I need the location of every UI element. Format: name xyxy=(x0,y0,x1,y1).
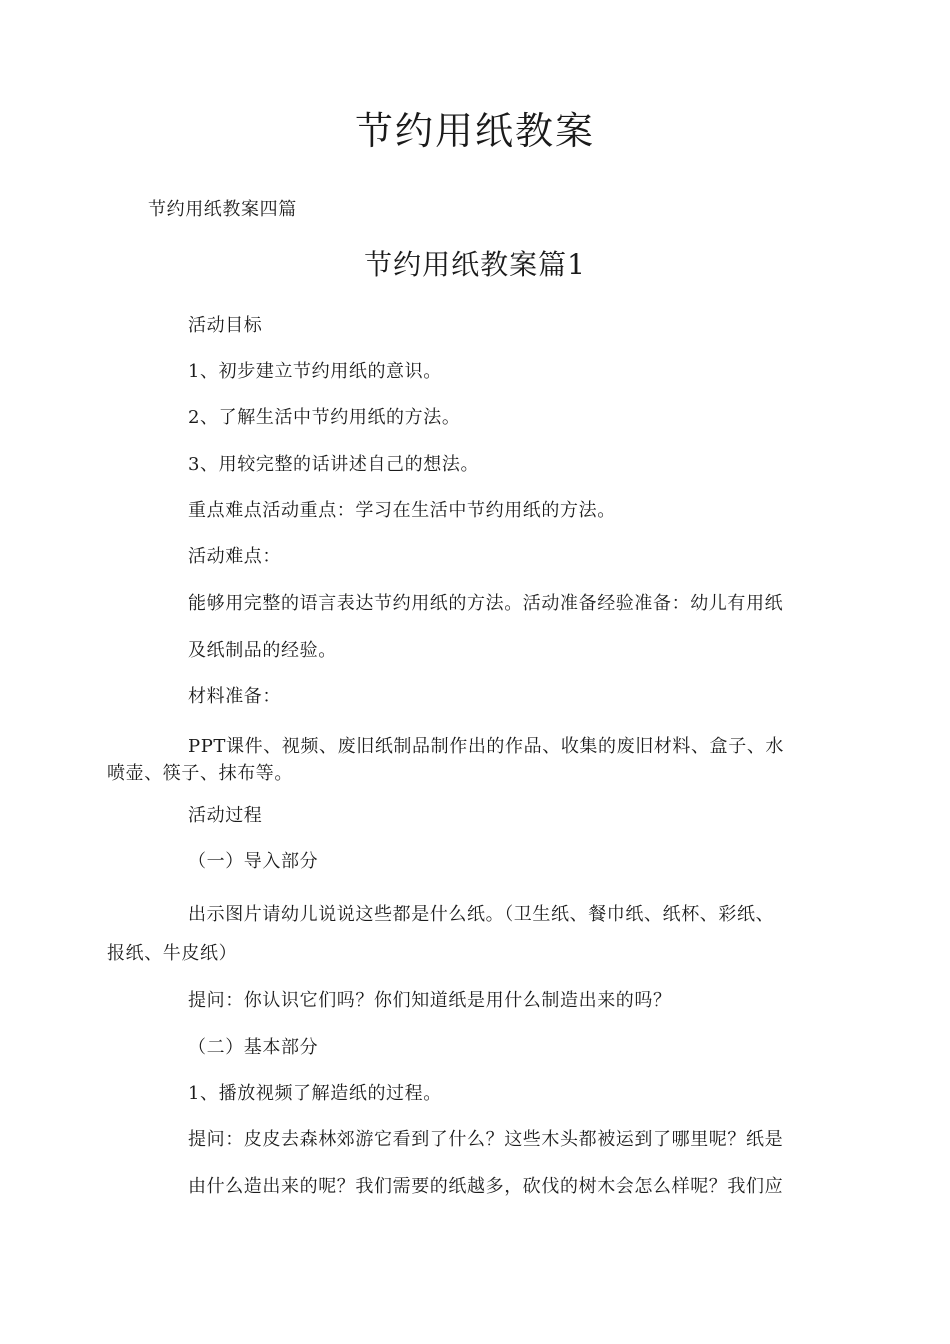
paragraph-materials-heading: 材料准备： xyxy=(188,686,281,707)
paragraph-question-2: 提问：皮皮去森林郊游它看到了什么？这些木头都被运到了哪里呢？纸是 xyxy=(188,1129,784,1150)
paragraph-difficulty-heading: 活动难点： xyxy=(188,546,281,567)
document-title: 节约用纸教案 xyxy=(354,109,595,153)
paragraph-materials-text-cont: 喷壶、筷子、抹布等。 xyxy=(107,763,293,784)
paragraph-question-1: 提问：你认识它们吗？你们知道纸是用什么制造出来的吗？ xyxy=(188,990,672,1011)
paragraph-goal-2: 2、了解生活中节约用纸的方法。 xyxy=(188,407,461,428)
paragraph-goal-1: 1、初步建立节约用纸的意识。 xyxy=(188,361,442,382)
paragraph-difficulty-text: 能够用完整的语言表达节约用纸的方法。活动准备经验准备：幼儿有用纸 xyxy=(188,593,784,614)
paragraph-show-pictures: 出示图片请幼儿说说这些都是什么纸。（卫生纸、餐巾纸、纸杯、彩纸、 xyxy=(188,904,775,925)
paragraph-materials-text: PPT课件、视频、废旧纸制品制作出的作品、收集的废旧材料、盒子、水 xyxy=(188,736,785,757)
paragraph-goal-3: 3、用较完整的话讲述自己的想法。 xyxy=(188,454,480,475)
paragraph-basic-part: （二）基本部分 xyxy=(188,1037,319,1058)
paragraph-process-heading: 活动过程 xyxy=(188,805,263,826)
paragraph-activity-goals: 活动目标 xyxy=(188,315,263,336)
paragraph-video: 1、播放视频了解造纸的过程。 xyxy=(188,1083,442,1104)
document-intro: 节约用纸教案四篇 xyxy=(148,199,297,220)
paragraph-difficulty-text-cont: 及纸制品的经验。 xyxy=(188,640,337,661)
section-title: 节约用纸教案篇1 xyxy=(364,248,586,281)
paragraph-intro-part: （一）导入部分 xyxy=(188,851,319,872)
paragraph-question-2-cont: 由什么造出来的呢？我们需要的纸越多，砍伐的树木会怎么样呢？我们应 xyxy=(188,1176,784,1197)
paragraph-show-pictures-cont: 报纸、牛皮纸） xyxy=(107,943,238,964)
paragraph-key-points: 重点难点活动重点：学习在生活中节约用纸的方法。 xyxy=(188,500,616,521)
